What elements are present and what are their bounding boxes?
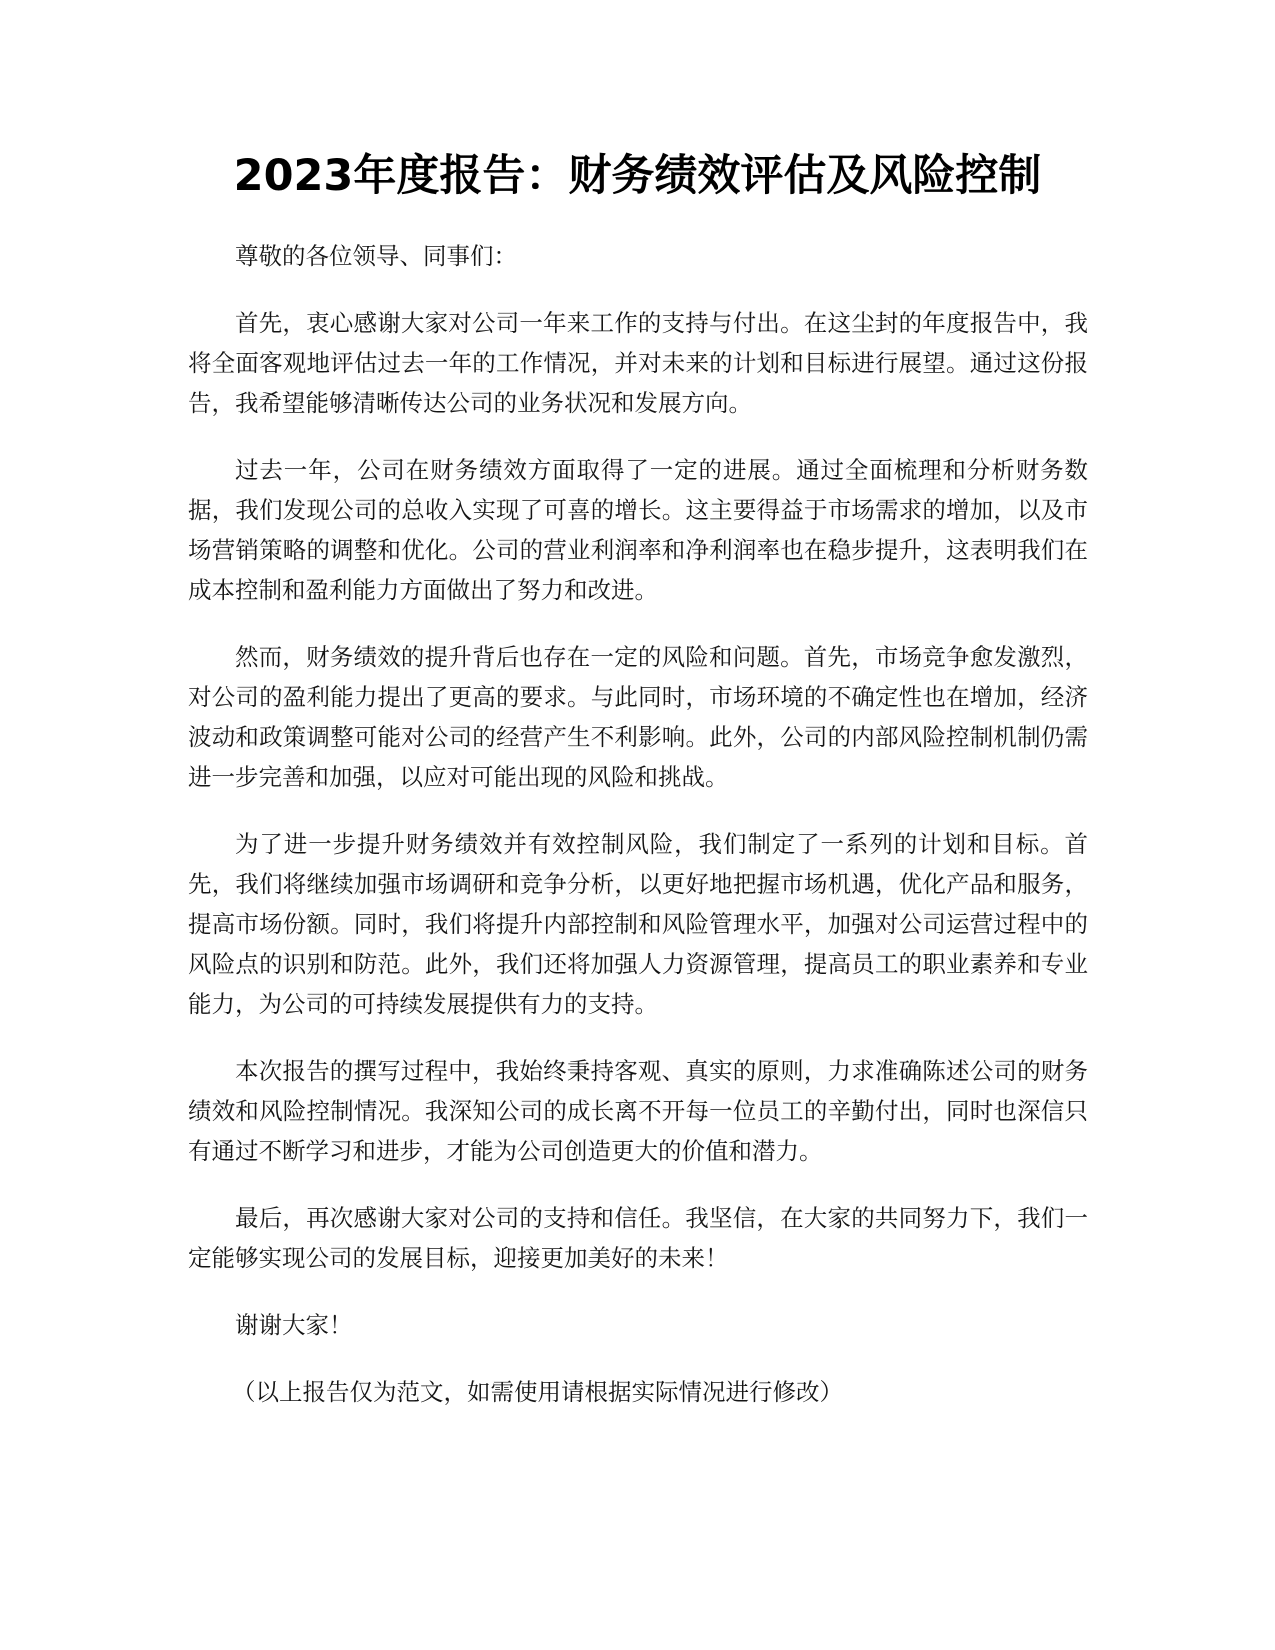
paragraph-performance: 过去一年，公司在财务绩效方面取得了一定的进展。通过全面梳理和分析财务数据，我们发现公司的总收入实现了可喜的增长。这主要得益于市场需求的增加，以及市场营销策略的调整和优化。公司的营业利润率和净利润率也在稳步提升，这表明我们在成本控制和盈利能力方面做出了努力和改进。 xyxy=(188,456,1088,604)
document-title: 2023年度报告：财务绩效评估及风险控制 xyxy=(233,151,1042,201)
disclaimer-note: （以上报告仅为范文，如需使用请根据实际情况进行修改） xyxy=(232,1378,843,1406)
paragraph-risks: 然而，财务绩效的提升背后也存在一定的风险和问题。首先，市场竞争愈发激烈，对公司的盈利能力提出了更高的要求。与此同时，市场环境的不确定性也在增加，经济波动和政策调整可能对公司的经营产生不利影响。此外，公司的内部风险控制机制仍需进一步完善和加强，以应对可能出现的风险和挑战。 xyxy=(188,643,1088,791)
paragraph-closing: 最后，再次感谢大家对公司的支持和信任。我坚信，在大家的共同努力下，我们一定能够实现公司的发展目标，迎接更加美好的未来！ xyxy=(188,1204,1088,1272)
salutation: 尊敬的各位领导、同事们： xyxy=(235,242,517,270)
paragraph-intro: 首先，衷心感谢大家对公司一年来工作的支持与付出。在这尘封的年度报告中，我将全面客观地评估过去一年的工作情况，并对未来的计划和目标进行展望。通过这份报告，我希望能够清晰传达公司的业务状况和发展方向。 xyxy=(188,309,1088,417)
thanks-line: 谢谢大家！ xyxy=(235,1311,353,1339)
paragraph-principles: 本次报告的撰写过程中，我始终秉持客观、真实的原则，力求准确陈述公司的财务绩效和风险控制情况。我深知公司的成长离不开每一位员工的辛勤付出，同时也深信只有通过不断学习和进步，才能为公司创造更大的价值和潜力。 xyxy=(188,1057,1088,1165)
document-body xyxy=(188,236,1088,1439)
paragraph-plans: 为了进一步提升财务绩效并有效控制风险，我们制定了一系列的计划和目标。首先，我们将继续加强市场调研和竞争分析，以更好地把握市场机遇，优化产品和服务，提高市场份额。同时，我们将提升内部控制和风险管理水平，加强对公司运营过程中的风险点的识别和防范。此外，我们还将加强人力资源管理，提高员工的职业素养和专业能力，为公司的可持续发展提供有力的支持。 xyxy=(188,830,1088,1018)
